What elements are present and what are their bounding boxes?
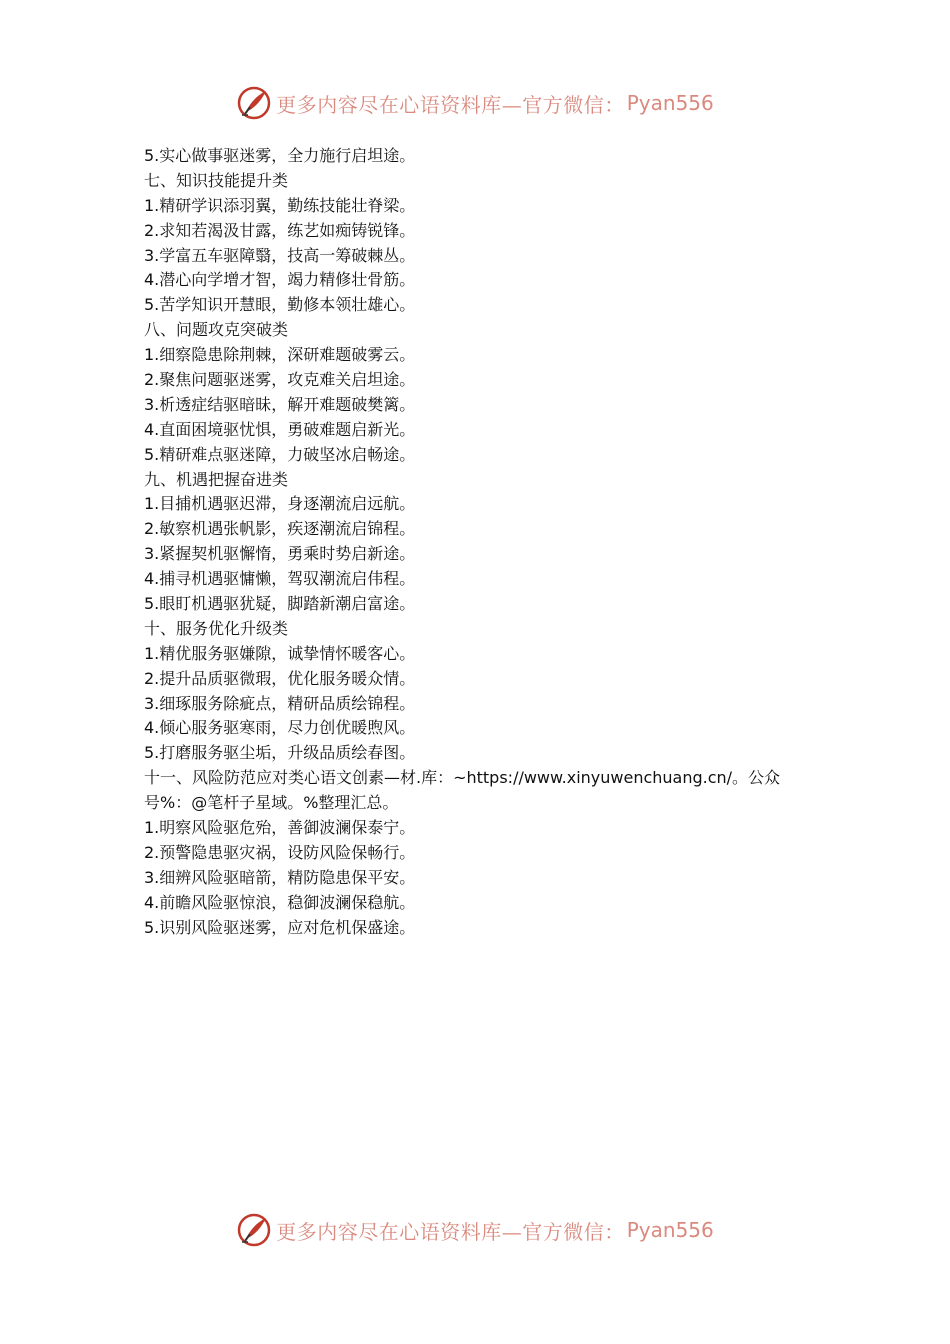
text-line: 5.识别风险驱迷雾，应对危机保盛途。 xyxy=(144,917,416,937)
text-line: 3.学富五车驱障翳，技高一筹破棘丛。 xyxy=(144,245,416,265)
section-heading: 十、服务优化升级类 xyxy=(144,618,289,638)
text-line: 4.捕寻机遇驱慵懒，驾驭潮流启伟程。 xyxy=(144,569,416,589)
text-line: 4.潜心向学增才智，竭力精修壮骨筋。 xyxy=(144,270,416,290)
text-line: 5.打磨服务驱尘垢，升级品质绘春图。 xyxy=(144,743,416,763)
section-heading: 七、知识技能提升类 xyxy=(144,170,289,190)
text-line: 2.提升品质驱微瑕，优化服务暖众情。 xyxy=(144,668,416,688)
header-banner xyxy=(0,83,950,123)
text-line: 5.精研难点驱迷障，力破坚冰启畅途。 xyxy=(144,444,416,464)
text-line: 1.细察隐患除荆棘，深研难题破雾云。 xyxy=(144,345,416,365)
text-line: 3.细辨风险驱暗箭，精防隐患保平安。 xyxy=(144,867,416,887)
text-line: 1.目捕机遇驱迟滞，身逐潮流启远航。 xyxy=(144,494,416,514)
text-line: 3.析透症结驱暗昧，解开难题破樊篱。 xyxy=(144,394,416,414)
footer-banner xyxy=(0,1210,950,1250)
text-line: 1.精优服务驱嫌隙，诚挚情怀暖客心。 xyxy=(144,643,416,663)
text-line: 4.直面困境驱忧惧，勇破难题启新光。 xyxy=(144,419,416,439)
text-line: 1.精研学识添羽翼，勤练技能壮脊梁。 xyxy=(144,195,416,215)
text-line: 2.敏察机遇张帆影，疾逐潮流启锦程。 xyxy=(144,519,416,539)
text-line: 5.苦学知识开慧眼，勤修本领壮雄心。 xyxy=(144,295,416,315)
text-line: 2.预警隐患驱灾祸，设防风险保畅行。 xyxy=(144,842,416,862)
banner-text: 更多内容尽在心语资料库—官方微信： xyxy=(276,92,625,117)
feather-pen-logo-icon xyxy=(236,1212,272,1248)
banner-wechat-id: Pyan556 xyxy=(626,91,714,115)
text-line: 1.明察风险驱危殆，善御波澜保泰宁。 xyxy=(144,818,416,838)
text-line: 5.实心做事驱迷雾，全力施行启坦途。 xyxy=(144,146,416,165)
text-line: 5.眼盯机遇驱犹疑，脚踏新潮启富途。 xyxy=(144,594,416,614)
text-line: 3.紧握契机驱懈惰，勇乘时势启新途。 xyxy=(144,544,416,564)
section-heading: 九、机遇把握奋进类 xyxy=(144,469,289,489)
text-line: 4.倾心服务驱寒雨，尽力创优暖煦风。 xyxy=(144,718,416,738)
banner-text: 更多内容尽在心语资料库—官方微信： xyxy=(276,1219,625,1244)
text-line: 3.细琢服务除疵点，精研品质绘锦程。 xyxy=(144,693,416,713)
section-heading: 八、问题攻克突破类 xyxy=(144,320,289,340)
feather-pen-logo-icon xyxy=(236,85,272,121)
text-line: 2.求知若渴汲甘露，练艺如痴铸锐锋。 xyxy=(144,220,416,240)
section-heading: 十一、风险防范应对类心语文创素—材.库：~https://www.xinyuwenchuang.cn/。公众号%：@笔杆子星域。%整理汇总。 xyxy=(144,768,781,813)
document-body xyxy=(144,144,824,941)
text-line: 2.聚焦问题驱迷雾，攻克难关启坦途。 xyxy=(144,370,416,390)
text-line: 4.前瞻风险驱惊浪，稳御波澜保稳航。 xyxy=(144,892,416,912)
banner-wechat-id: Pyan556 xyxy=(626,1218,714,1242)
